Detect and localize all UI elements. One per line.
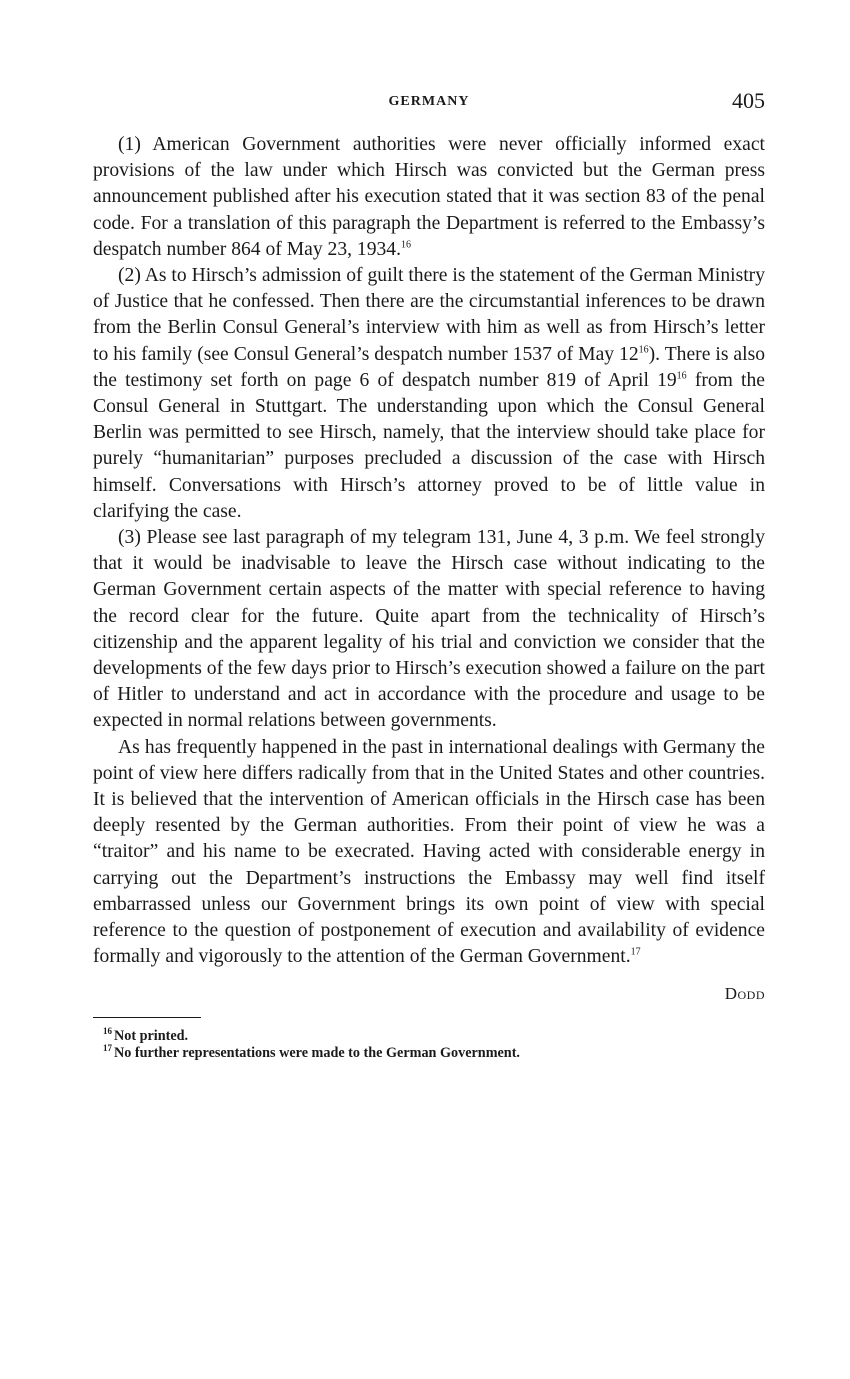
footnote-16: [93, 1025, 765, 1045]
footnote-mark: 16: [103, 1025, 112, 1036]
footnote-mark: 17: [103, 1042, 112, 1053]
footnote-text: Not printed.: [114, 1027, 189, 1044]
footnotes: [93, 1025, 765, 1062]
footnote-ref-16: 16: [676, 370, 687, 382]
footnote-17: [93, 1042, 765, 1062]
paragraph-3-text: (3) Please see last paragraph of my telegram 131, June 4, 3 p.m. We feel strongly that it would be inadvisable to leave the Hirsch case without indicating to the German Government certain aspects of the matter with special reference to having the record clear for the future. Quite apart from the technicality of Hirsch’s citizenship and the apparent legality of his trial and conviction we consider that the developments of the few days prior to Hirsch’s execution showed a failure on the part of Hitler to understand and act in accordance with the procedure and usage to be expected in normal relations between governments.: [93, 527, 765, 732]
paragraph-4: [93, 735, 765, 971]
paragraph-2-text-c: from the Consul General in Stuttgart. The understanding upon which the Consul General Berlin was permitted to see Hirsch, namely, that the interview should take place for purely “humanitarian” purposes precluded a discussion of the case with Hirsch himself. Conversations with Hirsch’s attorney proved to be of little value in clarifying the case.: [93, 369, 765, 522]
paragraph-1: [93, 132, 765, 263]
body-text: [93, 132, 765, 1007]
footnote-text: No further representations were made to the German Government.: [114, 1044, 520, 1061]
paragraph-2: [93, 263, 765, 525]
footnote-ref-16: 16: [401, 239, 411, 251]
paragraph-4-text: As has frequently happened in the past in international dealings with Germany the point of view here differs radically from that in the United States and other countries. It is believed that the intervention of American officials in the Hirsch case has been deeply resented by the German authorities. From their point of view he was a “traitor” and his name to be execrated. Having acted with considerable energy in carrying out the Department’s instructions the Embassy may well find itself embarrassed unless our Government brings its own point of view with special reference to the question of postponement of execution and availability of evidence formally and vigorously to the attention of the German Government.: [93, 736, 765, 968]
document-page: [93, 88, 765, 1062]
footnote-ref-16: 16: [638, 344, 649, 356]
paragraph-1-text: (1) American Government authorities were never officially informed exact provisions of the law under which Hirsch was convicted but the German press announcement published after his execution stated that it was section 83 of the penal code. For a translation of this paragraph the Department is referred to the Embassy’s despatch number 864 of May 23, 1934.: [93, 134, 765, 260]
running-head: [93, 88, 765, 118]
running-title: GERMANY: [388, 94, 470, 109]
paragraph-3: [93, 525, 765, 735]
paragraph-2-text-a: (2) As to Hirsch’s admission of guilt there is the statement of the German Ministry of Justice that he confessed. Then there are the circumstantial inferences to be drawn from the Berlin Consul General’s interview with him as well as from Hirsch’s letter to his family (see Consul General’s despatch number 1537 of May 12: [93, 265, 765, 365]
paragraph-2-text-b: ). There is also the testimony set forth on page 6 of despatch number 819 of April 19: [93, 343, 765, 391]
footnote-ref-17: 17: [630, 946, 641, 958]
footnote-divider: [93, 1017, 201, 1018]
signature: Dodd: [724, 983, 765, 1003]
page-number: 405: [732, 88, 765, 113]
